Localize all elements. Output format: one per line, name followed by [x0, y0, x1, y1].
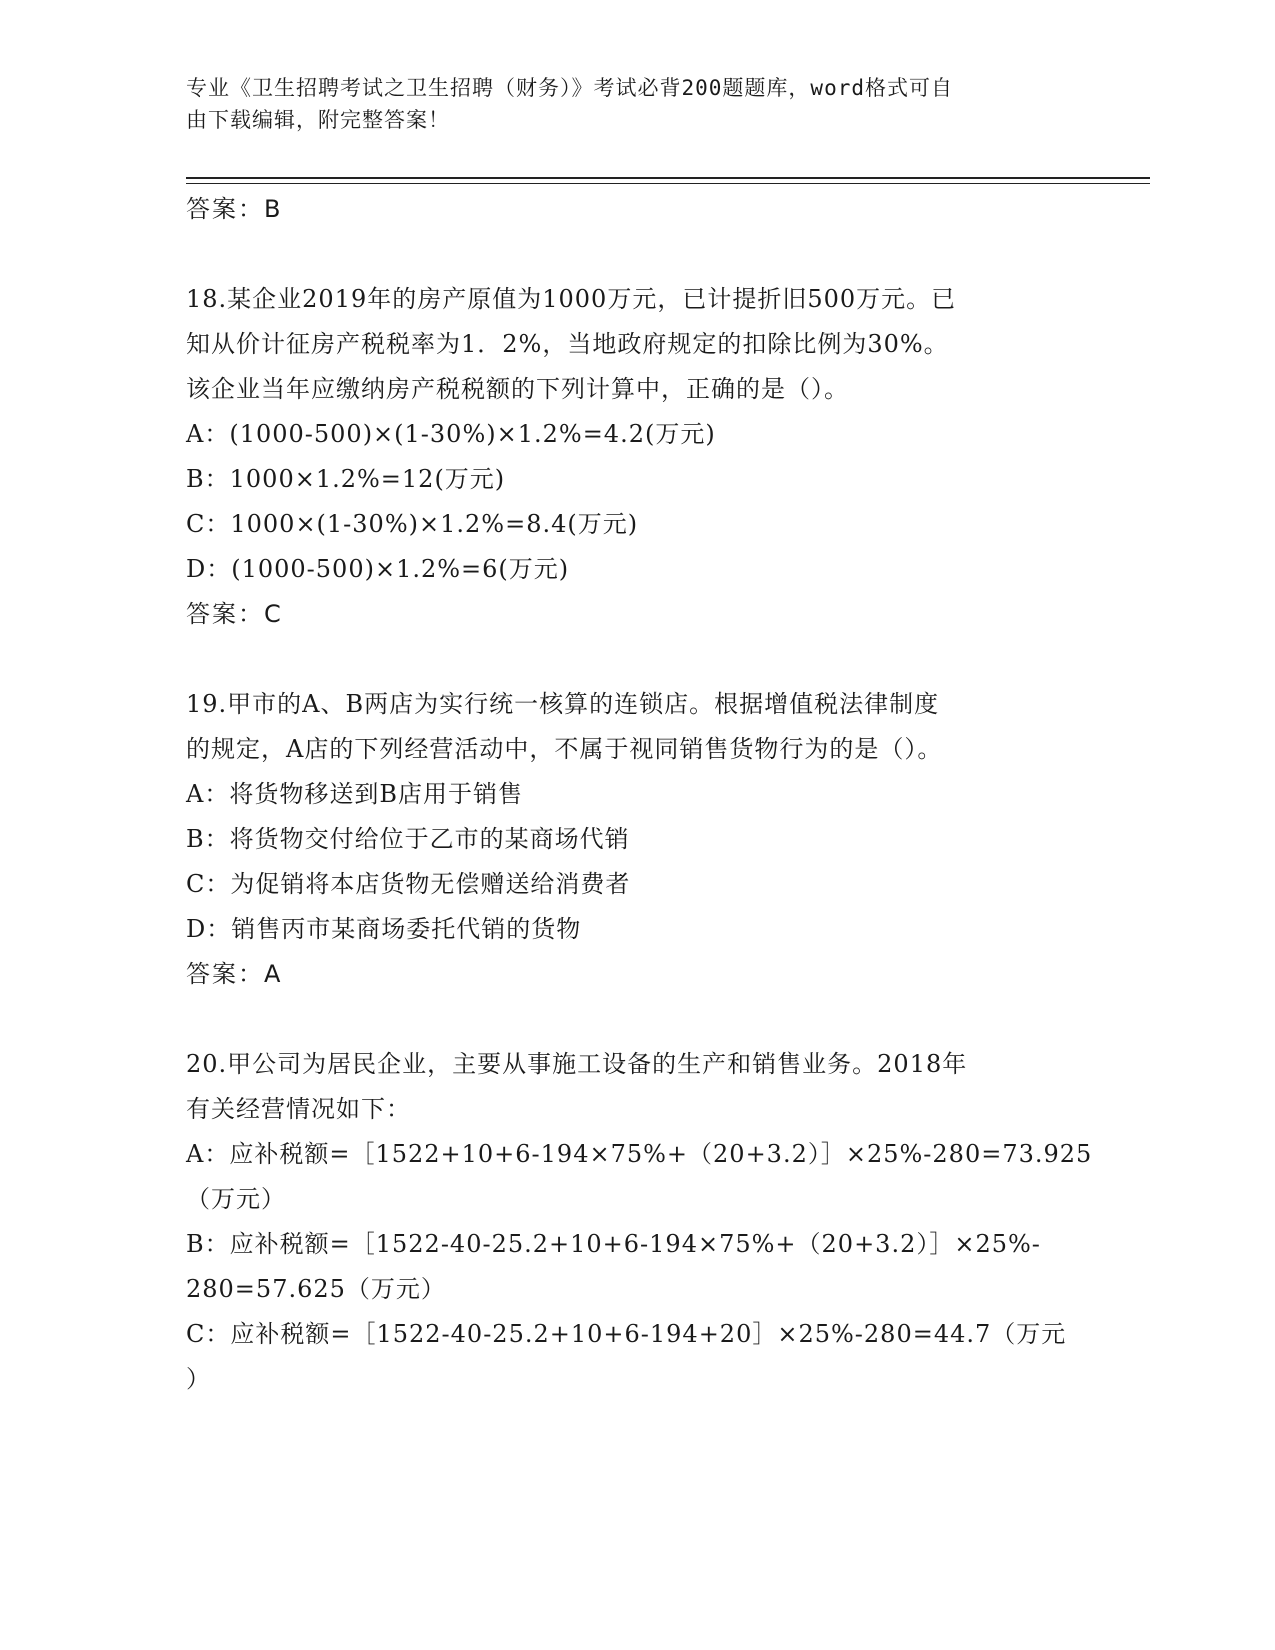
spacer	[186, 232, 1086, 277]
option-a-continued: （万元）	[186, 1185, 286, 1213]
option-a: A：(1000-500)×(1-30%)×1.2%=4.2(万元)	[186, 420, 716, 448]
answer: 答案：A	[186, 960, 283, 988]
option-b-continued: 280=57.625（万元）	[186, 1275, 446, 1303]
question-19	[186, 682, 1086, 997]
header-divider-thick	[186, 177, 1150, 179]
question-stem-line: 该企业当年应缴纳房产税税额的下列计算中，正确的是（）。	[186, 375, 849, 403]
header-divider-thin	[186, 183, 1150, 184]
option-d: D：(1000-500)×1.2%=6(万元)	[186, 555, 570, 583]
question-stem-line: 知从价计征房产税税率为1．2%，当地政府规定的扣除比例为30%。	[186, 330, 949, 358]
option-d: D：销售丙市某商场委托代销的货物	[186, 915, 582, 943]
option-c: C：1000×(1-30%)×1.2%=8.4(万元)	[186, 510, 639, 538]
option-a: A：将货物移送到B店用于销售	[186, 780, 523, 808]
option-b: B：应补税额=［1522-40-25.2+10+6-194×75%+（20+3.2）］×25%-	[186, 1230, 1041, 1258]
previous-answer: 答案：B	[186, 195, 283, 223]
option-c: C：应补税额=［1522-40-25.2+10+6-194+20］×25%-280=44.7（万元	[186, 1320, 1067, 1348]
spacer	[186, 997, 1086, 1042]
answer: 答案：C	[186, 600, 283, 628]
question-stem-line: 有关经营情况如下：	[186, 1095, 411, 1123]
question-18	[186, 277, 1086, 637]
question-list	[186, 187, 1093, 1402]
option-b: B：将货物交付给位于乙市的某商场代销	[186, 825, 630, 853]
question-stem-line: 18.某企业2019年的房产原值为1000万元，已计提折旧500万元。已	[186, 285, 957, 313]
spacer	[186, 637, 1086, 682]
question-stem-line: 20.甲公司为居民企业，主要从事施工设备的生产和销售业务。2018年	[186, 1050, 968, 1078]
option-b: B：1000×1.2%=12(万元)	[186, 465, 506, 493]
option-c: C：为促销将本店货物无偿赠送给消费者	[186, 870, 631, 898]
option-c-continued: ）	[186, 1365, 211, 1393]
page-header	[186, 72, 1066, 136]
question-20	[186, 1042, 1093, 1402]
question-stem-line: 的规定，A店的下列经营活动中，不属于视同销售货物行为的是（）。	[186, 735, 943, 763]
option-a: A：应补税额=［1522+10+6-194×75%+（20+3.2）］×25%-280=73.925	[186, 1140, 1093, 1168]
header-line-2: 由下载编辑，附完整答案！	[186, 108, 450, 132]
header-line-1: 专业《卫生招聘考试之卫生招聘（财务）》考试必背200题题库，word格式可自	[186, 76, 953, 100]
question-stem-line: 19.甲市的A、B两店为实行统一核算的连锁店。根据增值税法律制度	[186, 690, 940, 718]
